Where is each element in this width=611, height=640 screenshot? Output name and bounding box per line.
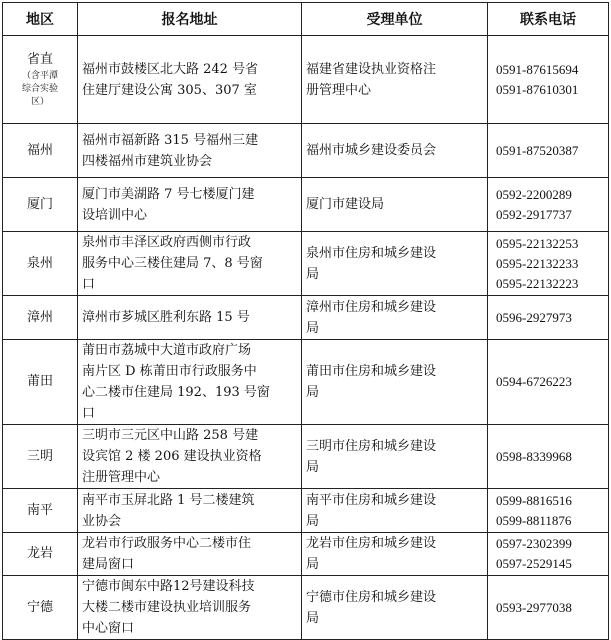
region-note: 综合实验 (21, 84, 58, 94)
table-row (3, 232, 609, 296)
table-row (3, 576, 609, 640)
region-cell (3, 296, 78, 340)
region-cell (3, 232, 78, 296)
unit-cell (302, 296, 488, 340)
registration-table (2, 2, 609, 640)
address-cell (78, 232, 302, 296)
table-row (3, 296, 609, 340)
address-cell (78, 178, 302, 232)
region-name: 三明 (26, 448, 53, 464)
address-cell (78, 533, 302, 576)
unit-cell (302, 425, 488, 489)
phone-number: 0597-2529145 (496, 556, 572, 571)
phone-cell (488, 340, 609, 425)
unit-line: 局 (306, 513, 320, 529)
unit-line: 南平市住房和城乡建设 (306, 492, 437, 508)
table-row (3, 340, 609, 425)
address-line: 厦门市美湖路 7 号七楼厦门建 (82, 186, 255, 202)
address-cell (78, 576, 302, 640)
unit-line: 福建省建设执业资格注 (306, 61, 437, 77)
region-cell (3, 124, 78, 178)
address-line: 口 (82, 277, 96, 292)
table-body (3, 36, 609, 640)
address-line: 设宾馆 2 楼 206 建设执业资格 (82, 449, 262, 464)
phone-number: 0599-8811876 (496, 512, 572, 528)
region-name: 莆田 (26, 374, 53, 389)
address-line: 住建厅建设公寓 305、307 室 (82, 82, 257, 98)
region-cell (3, 178, 78, 232)
unit-cell (302, 36, 488, 124)
phone-cell (488, 36, 609, 124)
address-cell (78, 489, 302, 533)
region-name: 福州 (26, 142, 53, 158)
phone-number: 0591-87610301 (496, 81, 579, 97)
region-name: 漳州 (26, 309, 53, 325)
header-phone: 联系电话 (488, 3, 609, 36)
address-cell (78, 124, 302, 178)
phone-cell (488, 178, 609, 232)
address-line: 设培训中心 (82, 207, 148, 223)
address-line: 龙岩市行政服务中心二楼市住 (82, 536, 252, 551)
address-line: 注册管理中心 (82, 470, 161, 485)
header-address: 报名地址 (78, 3, 302, 36)
phone-number: 0597-2302399 (496, 536, 572, 551)
unit-line: 局 (306, 459, 320, 475)
phone-cell (488, 296, 609, 340)
address-cell (78, 340, 302, 425)
unit-line: 宁德市住房和城乡建设 (306, 589, 437, 605)
phone-number: 0599-8816516 (496, 492, 572, 508)
header-region: 地区 (3, 3, 78, 36)
address-cell (78, 425, 302, 489)
address-line: 漳州市芗城区胜利东路 15 号 (82, 310, 250, 325)
region-cell (3, 533, 78, 576)
unit-line: 莆田市住房和城乡建设 (306, 364, 437, 379)
address-line: 泉州市丰泽区政府西侧市行政 (82, 235, 252, 250)
address-line: 莆田市荔城中大道市政府广场 (82, 343, 252, 358)
unit-cell (302, 178, 488, 232)
phone-number: 0595-22132223 (496, 275, 579, 291)
address-line: 四楼福州市建筑业协会 (82, 153, 213, 169)
table-row (3, 36, 609, 124)
phone-number: 0596-2927973 (496, 309, 572, 325)
unit-cell (302, 533, 488, 576)
unit-line: 局 (306, 557, 320, 572)
region-name: 省直 (26, 52, 53, 67)
phone-number: 0591-87615694 (496, 61, 579, 77)
region-cell (3, 489, 78, 533)
address-line: 口 (82, 406, 96, 421)
unit-line: 局 (306, 385, 320, 400)
phone-number: 0593-2977038 (496, 599, 572, 615)
address-line: 心二楼市住建局 192、193 号窗 (82, 385, 270, 400)
region-name: 泉州 (26, 255, 53, 271)
region-cell (3, 576, 78, 640)
phone-cell (488, 425, 609, 489)
address-line: 福州市福新路 315 号福州三建 (82, 132, 259, 148)
region-note: （含平潭 (21, 71, 58, 81)
region-cell (3, 425, 78, 489)
address-line: 业协会 (82, 513, 122, 529)
phone-cell (488, 124, 609, 178)
unit-line: 册管理中心 (306, 82, 372, 98)
phone-number: 0592-2200289 (496, 186, 572, 202)
phone-cell (488, 232, 609, 296)
address-cell (78, 296, 302, 340)
unit-line: 局 (306, 266, 320, 282)
unit-line: 泉州市住房和城乡建设 (306, 245, 437, 261)
phone-number: 0598-8339968 (496, 448, 572, 464)
phone-number: 0595-22132233 (496, 255, 579, 271)
phone-number: 0594-6726223 (496, 374, 572, 389)
table-row (3, 425, 609, 489)
address-line: 建局窗口 (82, 557, 135, 572)
phone-number: 0592-2917737 (496, 206, 572, 222)
region-name: 南平 (26, 502, 53, 518)
address-line: 福州市鼓楼区北大路 242 号省 (82, 61, 259, 77)
region-cell (3, 340, 78, 425)
unit-line: 福州市城乡建设委员会 (306, 143, 437, 158)
phone-cell (488, 576, 609, 640)
phone-number: 0591-87520387 (496, 142, 579, 158)
table-row (3, 489, 609, 533)
unit-line: 漳州市住房和城乡建设 (306, 299, 437, 315)
unit-cell (302, 232, 488, 296)
header-unit: 受理单位 (302, 3, 488, 36)
address-line: 宁德市闽东中路12号建设科技 (82, 579, 255, 594)
unit-cell (302, 576, 488, 640)
region-cell (3, 36, 78, 124)
unit-line: 厦门市建设局 (306, 197, 385, 212)
unit-line: 三明市住房和城乡建设 (306, 438, 437, 454)
table-row (3, 178, 609, 232)
table-row (3, 533, 609, 576)
region-note: 区） (30, 97, 49, 107)
unit-line: 龙岩市住房和城乡建设 (306, 536, 437, 551)
region-name: 宁德 (26, 599, 53, 615)
unit-cell (302, 340, 488, 425)
address-line: 服务中心三楼住建局 7、8 号窗 (82, 256, 263, 271)
unit-cell (302, 489, 488, 533)
address-line: 三明市三元区中山路 258 号建 (82, 428, 259, 443)
address-cell (78, 36, 302, 124)
phone-cell (488, 533, 609, 576)
unit-line: 局 (306, 320, 320, 336)
address-line: 南片区 D 栋莆田市行政服务中 (82, 364, 257, 379)
address-line: 南平市玉屏北路 1 号二楼建筑 (82, 492, 255, 508)
phone-number: 0595-22132253 (496, 235, 579, 251)
phone-cell (488, 489, 609, 533)
table-row (3, 124, 609, 178)
address-line: 中心窗口 (82, 621, 135, 636)
unit-cell (302, 124, 488, 178)
region-name: 厦门 (26, 196, 53, 212)
region-name: 龙岩 (26, 546, 53, 561)
header-row (3, 3, 609, 36)
unit-line: 局 (306, 610, 320, 626)
address-line: 大楼二楼市建设执业培训服务 (82, 600, 252, 615)
